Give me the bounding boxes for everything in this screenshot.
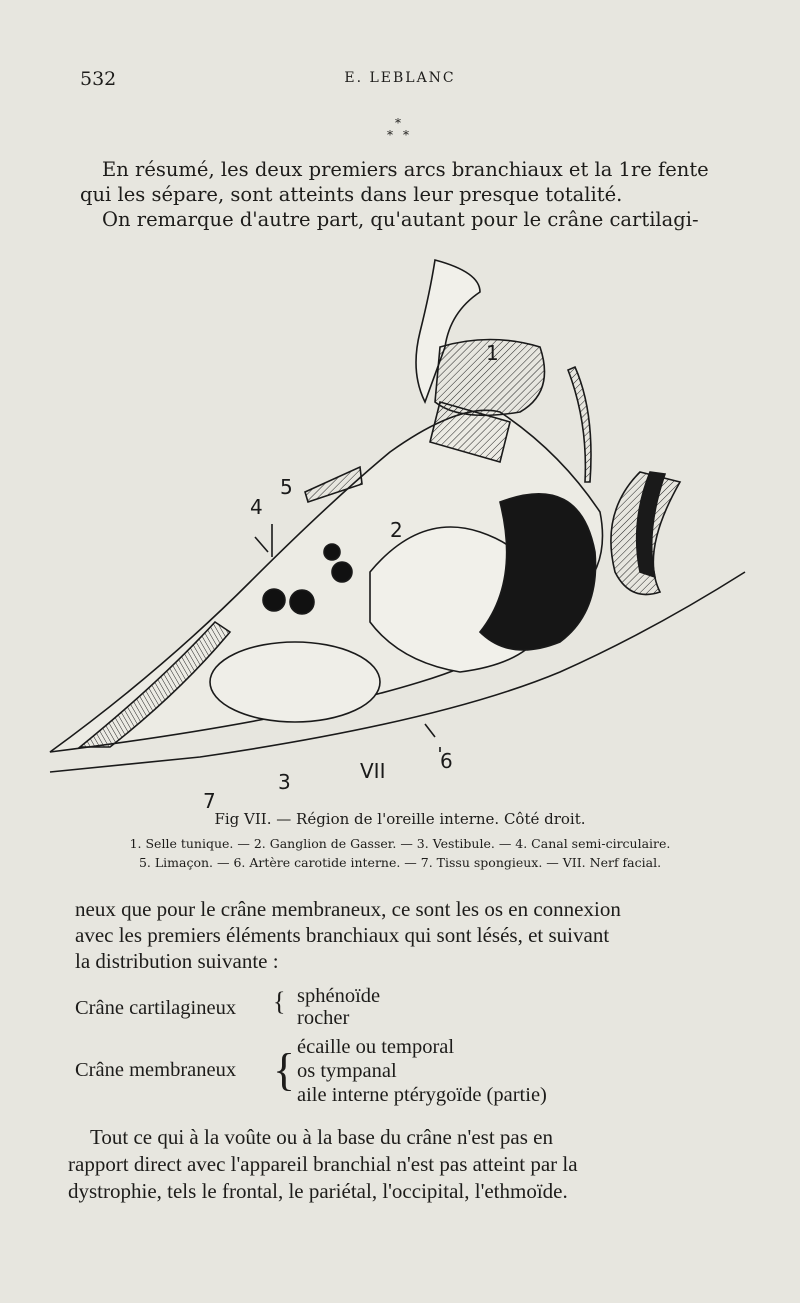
figure-label-1: 1 xyxy=(486,341,499,365)
figure-label-7: 7 xyxy=(203,789,216,812)
figure-label-VII: VII xyxy=(360,759,386,783)
paragraph-line: dystrophie, tels le frontal, le pariétal, l'occipital, l'ethmoïde. xyxy=(68,1179,568,1203)
page-number: 532 xyxy=(80,68,117,90)
classification-label-membraneux: Crâne membraneux xyxy=(75,1059,237,1081)
upper-right-strip xyxy=(568,367,591,482)
figure-label-6: 6 xyxy=(440,749,453,773)
section-separator xyxy=(0,116,800,148)
paragraph-line: qui les sépare, sont atteints dans leur presque totalité. xyxy=(80,183,623,206)
page-header xyxy=(80,68,720,94)
paragraph-line: rapport direct avec l'appareil branchial n'est pas atteint par la xyxy=(68,1152,578,1176)
classification-item: os tympanal xyxy=(297,1060,397,1082)
canal-section xyxy=(324,544,340,560)
canal-section xyxy=(332,562,352,582)
skull-classification xyxy=(75,985,715,1110)
classification-item: sphénoïde xyxy=(297,985,381,1007)
paragraph-line: la distribution suivante : xyxy=(75,949,279,973)
figure-label-5: 5 xyxy=(280,475,293,499)
inner-ear-illustration xyxy=(40,252,760,812)
classification-item: aile interne ptérygoïde (partie) xyxy=(297,1084,547,1106)
star-bottom-right: * xyxy=(403,128,409,142)
figure-label-3: 3 xyxy=(278,770,291,794)
vestibule xyxy=(210,642,380,722)
brace-icon: { xyxy=(273,987,286,1016)
figure-caption xyxy=(80,810,720,872)
paragraph-connections xyxy=(75,896,711,974)
canal-section xyxy=(290,590,314,614)
classification-item: écaille ou temporal xyxy=(297,1036,455,1058)
caption-legend-line: 5. Limaçon. — 6. Artère carotide interne. — 7. Tissu spongieux. — VII. Nerf facial. xyxy=(138,855,662,870)
paragraph-conclusion xyxy=(68,1124,716,1205)
paragraph-line: neux que pour le crâne membraneux, ce sont les os en connexion xyxy=(75,897,621,921)
brace-icon: { xyxy=(273,1044,296,1095)
classification-item: rocher xyxy=(297,1007,350,1029)
paragraph-line: En résumé, les deux premiers arcs branchiaux et la 1re fente xyxy=(102,158,709,181)
star-top: * xyxy=(395,116,401,130)
paragraph-line: Tout ce qui à la voûte ou à la base du crâne n'est pas en xyxy=(90,1125,553,1149)
paragraph-summary xyxy=(80,157,712,232)
classification-label-cartilagineux: Crâne cartilagineux xyxy=(75,997,237,1019)
figure-label-2: 2 xyxy=(390,518,403,542)
star-bottom-left: * xyxy=(387,128,393,142)
running-head: E. LEBLANC xyxy=(344,70,456,86)
caption-title: Fig VII. — Région de l'oreille interne. Côté droit. xyxy=(214,810,586,828)
paragraph-line: avec les premiers éléments branchiaux qui sont lésés, et suivant xyxy=(75,923,610,947)
figure-label-4: 4 xyxy=(250,495,263,519)
canal-section xyxy=(263,589,285,611)
paragraph-line: On remarque d'autre part, qu'autant pour le crâne cartilagi- xyxy=(102,208,699,231)
caption-legend-line: 1. Selle tunique. — 2. Ganglion de Gasser. — 3. Vestibule. — 4. Canal semi-circulaire. xyxy=(129,836,671,851)
